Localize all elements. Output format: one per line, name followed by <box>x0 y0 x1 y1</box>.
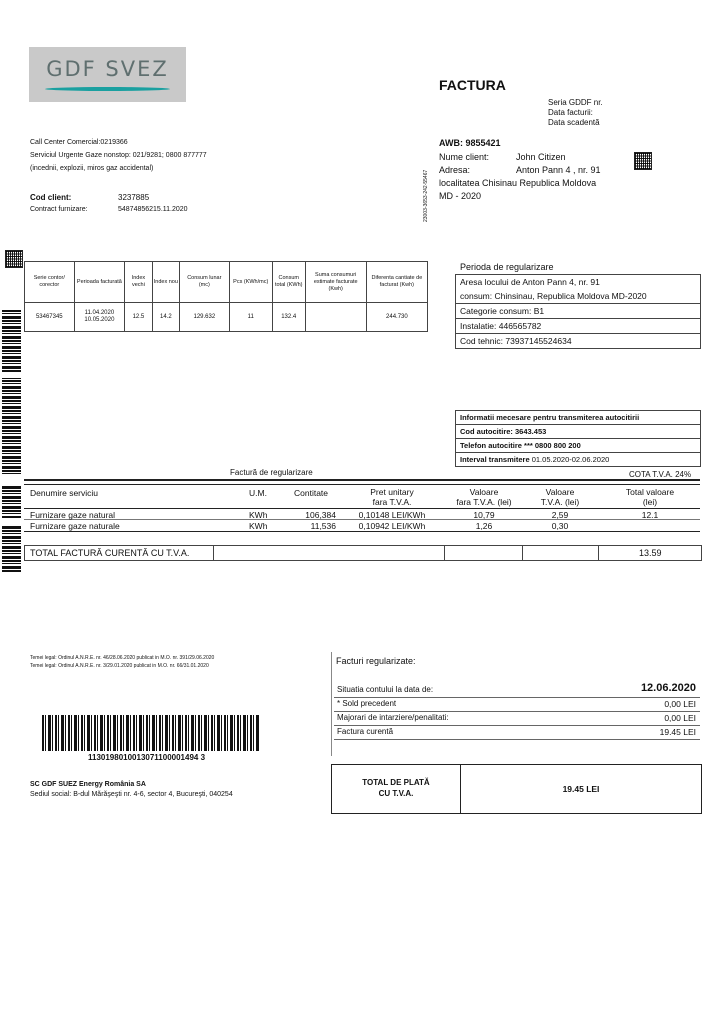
meter-index-new: 14.2 <box>152 303 179 332</box>
meter-header: Diferenta cantiate de facturat (Kwh) <box>366 262 427 303</box>
barcode-number: 1130198010013071100001494 3 <box>88 753 206 762</box>
side-code: 23003-3653-242-55467 <box>423 169 429 222</box>
client-address-city: localitatea Chisinau Republica Moldova <box>439 178 597 188</box>
summary-majorari-label: Majorari de intarziere/penalitati: <box>337 713 449 722</box>
divider <box>24 479 700 481</box>
invoice-title: FACTURA <box>439 77 506 93</box>
awb: AWB: 9855421 <box>439 138 501 148</box>
client-address: Anton Pann 4 , nr. 91 <box>516 165 601 175</box>
autocitire-telefon: Telefon autocitire *** 0800 800 200 <box>456 438 700 452</box>
svc-um: KWh <box>249 521 268 531</box>
summary-row-sold <box>334 697 700 712</box>
col-tva-line1: Valoare <box>545 487 575 497</box>
summary-divider <box>331 652 332 756</box>
meter-header: Consum lunar (mc) <box>180 262 230 303</box>
client-name-label: Nume client: <box>439 152 490 162</box>
summary-situatie-date: 12.06.2020 <box>640 682 696 694</box>
meter-header: Index nou <box>152 262 179 303</box>
urgente-note: (incednii, explozii, miros gaz accidental) <box>30 165 154 172</box>
svc-pret: 0,10148 LEI/KWh <box>358 510 426 520</box>
meter-header: Serie contor/ corector <box>25 262 75 303</box>
svc-cantitate: 106,384 <box>305 510 336 520</box>
summary-situatie-label: Situatia contului la data de: <box>337 685 434 694</box>
total-plata-label-2: CU T.V.A. <box>378 789 414 798</box>
svc-pret: 0,10942 LEI/KWh <box>358 521 426 531</box>
total-factura-row <box>24 545 702 561</box>
divider <box>24 508 700 509</box>
svc-denumire: Furnizare gaze natural <box>30 510 116 520</box>
summary-curenta-label: Factura curentă <box>337 727 394 736</box>
col-total-line2: (lei) <box>642 497 658 507</box>
reg-instalatie: Instalatie: 446565782 <box>456 318 700 333</box>
svc-tva: 0,30 <box>551 521 569 531</box>
total-factura-label: TOTAL FACTURĂ CURENTĂ CU T.V.A. <box>30 548 190 558</box>
company-name: SC GDF SUEZ Energy România SA <box>30 781 146 788</box>
autocitire-cod: Cod autocitire: 3643.453 <box>456 424 700 438</box>
meter-header: Pcs (KWh/mc) <box>229 262 272 303</box>
col-total-line1: Total valoare <box>625 487 675 497</box>
meter-consum-total: 132.4 <box>272 303 305 332</box>
total-plata-label-1: TOTAL DE PLATĂ <box>362 778 430 787</box>
legal-line-2: Temei legal: Ordinul A.N.R.E. nr. 3/29.01.2020 publicat in M.O. nr. 66/31.01.2020 <box>30 663 209 669</box>
meter-diferenta: 244.730 <box>366 303 427 332</box>
col-tva <box>522 487 598 507</box>
autocitire-interval-label: Interval transmitere <box>460 455 530 464</box>
svc-valoare: 10,79 <box>473 510 495 520</box>
client-address-zip: MD - 2020 <box>439 191 482 201</box>
services-section-title: Factură de regularizare <box>230 468 313 477</box>
summary-row-situatie <box>334 681 700 698</box>
col-tva-line2: T.V.A. (lei) <box>540 497 580 507</box>
total-plata-value: 19.45 LEI <box>562 784 600 794</box>
svc-um: KWh <box>249 510 268 520</box>
invoice-serie: Seria GDDF nr. <box>548 98 603 107</box>
col-cantitate: Contitate <box>294 488 329 498</box>
contract-label: Contract furnizare: <box>30 206 88 213</box>
barcode-icon <box>42 715 260 751</box>
autocitire-interval-value: 01.05.2020-02.06.2020 <box>531 455 610 464</box>
col-um: U.M. <box>249 488 267 498</box>
table-row <box>25 303 428 332</box>
meter-pcs: 11 <box>229 303 272 332</box>
svc-total: 12.1 <box>641 510 659 520</box>
col-valoare <box>444 487 524 507</box>
divider <box>24 484 700 485</box>
meter-suma <box>305 303 366 332</box>
cod-client-label: Cod client: <box>30 193 72 202</box>
cota-tva: COTA T.V.A. 24% <box>629 470 692 479</box>
meter-header: Suma consumuri estimate facturate (Kwh) <box>305 262 366 303</box>
contract-value: 54874856215.11.2020 <box>118 206 188 213</box>
invoice-date: Data facturii: <box>548 108 593 117</box>
col-pret <box>330 487 454 507</box>
cod-client-value: 3237885 <box>118 193 150 202</box>
col-total <box>610 487 690 507</box>
regularization-title: Perioda de regularizare <box>460 262 554 272</box>
total-plata-box <box>331 764 702 814</box>
col-valoare-line2: fara T.V.A. (lei) <box>456 497 512 507</box>
reg-cod-tehnic: Cod tehnic: 73937145524634 <box>456 333 700 348</box>
legal-line-1: Temei legal: Ordinul A.N.R.E. nr. 46/28.06.2020 publicat in M.O. nr. 391/29.06.2020 <box>30 655 215 661</box>
svc-denumire: Furnizare gaze naturale <box>30 521 120 531</box>
company-address: Sediul social: B-dul Mărăşeşti nr. 4-6, sector 4, Bucureşti, 040254 <box>30 791 233 798</box>
summary-majorari-value: 0,00 LEI <box>664 713 696 723</box>
summary-sold-label: * Sold precedent <box>337 699 397 708</box>
urgente-gaze: Serviciul Urgente Gaze nonstop: 021/9281; 0800 877777 <box>30 152 207 159</box>
client-address-label: Adresa: <box>439 165 471 175</box>
divider <box>24 531 700 532</box>
meter-period-end: 10.05.2020 <box>84 317 115 323</box>
reg-address-2: consum: Chinsinau, Republica Moldova MD-2020 <box>460 291 647 301</box>
autocitire-title: Informatii mecesare pentru transmiterea autocitirii <box>460 413 640 422</box>
svc-cantitate: 11,536 <box>310 521 336 531</box>
invoice-due-date: Data scadentă <box>548 118 600 127</box>
reg-categorie: Categorie consum: B1 <box>456 303 700 318</box>
meter-index-old: 12.5 <box>125 303 152 332</box>
reg-address-1: Aresa locului de Anton Pann 4, nr. 91 <box>460 277 600 287</box>
client-name: John Citizen <box>516 152 566 162</box>
qr-code-icon <box>634 152 652 170</box>
total-factura-value: 13.59 <box>639 548 662 558</box>
meter-period <box>74 303 125 332</box>
meter-table <box>24 261 428 332</box>
meter-header: Perioada facturată <box>74 262 125 303</box>
meter-serie: 53467345 <box>25 303 75 332</box>
meter-header: Index vechi <box>125 262 152 303</box>
qr-code-icon-small <box>5 250 23 268</box>
summary-title: Facturi regularizate: <box>336 656 416 666</box>
col-denumire: Denumire serviciu <box>30 488 99 498</box>
autocitire-interval <box>456 452 700 466</box>
meter-header: Consum total (KWh) <box>272 262 305 303</box>
meter-consum-lunar: 129.632 <box>180 303 230 332</box>
col-pret-line2: fara T.V.A. <box>372 497 412 507</box>
svc-tva: 2,59 <box>551 510 569 520</box>
call-center: Call Center Comercial:0219366 <box>30 139 128 146</box>
total-plata-label <box>332 777 460 799</box>
col-pret-line1: Pret unitary <box>370 487 414 497</box>
logo-wave <box>45 87 170 91</box>
autocitire-box <box>455 410 701 467</box>
col-valoare-line1: Valoare <box>469 487 499 497</box>
gdf-suez-logo <box>29 47 186 102</box>
summary-row-curenta <box>334 725 700 740</box>
summary-sold-value: 0,00 LEI <box>664 699 696 709</box>
regularization-box <box>455 274 701 349</box>
svc-valoare: 1,26 <box>475 521 493 531</box>
vertical-barcode <box>2 310 21 572</box>
summary-row-majorari <box>334 711 700 726</box>
meter-period-start: 11.04.2020 <box>84 310 115 316</box>
summary-curenta-value: 19.45 LEI <box>659 727 696 737</box>
logo-text: GDF SVEZ <box>46 57 169 81</box>
